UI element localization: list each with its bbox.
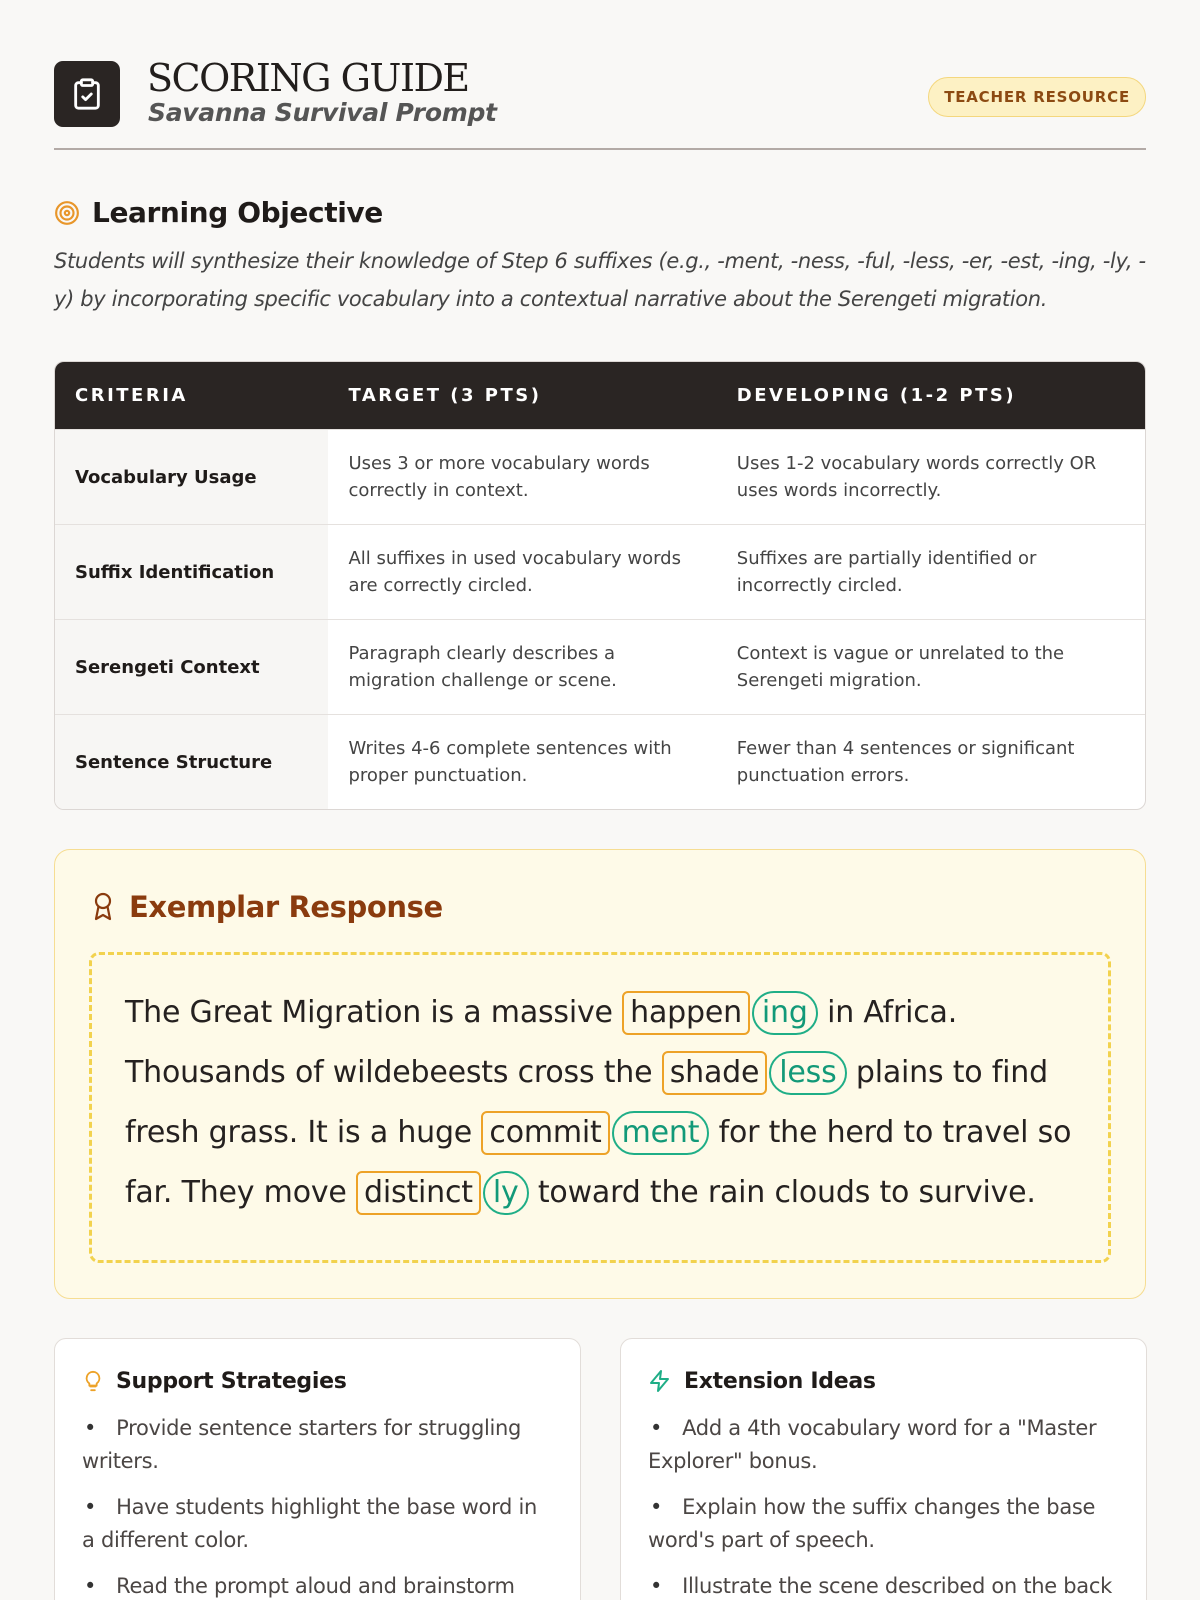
table-row bbox=[55, 429, 1145, 524]
exemplar-heading bbox=[91, 890, 443, 924]
criteria-cell: Serengeti Context bbox=[55, 620, 328, 714]
list-item: • Explain how the suffix changes the base word's part of speech. bbox=[648, 1491, 1118, 1557]
page-title: SCORING GUIDE bbox=[147, 56, 469, 100]
page-subtitle: Savanna Survival Prompt bbox=[148, 98, 497, 127]
extension-ideas-card bbox=[620, 1338, 1147, 1600]
teacher-resource-badge: TEACHER RESOURCE bbox=[928, 77, 1146, 117]
col-criteria: CRITERIA bbox=[75, 385, 188, 406]
developing-cell: Context is vague or unrelated to the Serengeti migration. bbox=[736, 643, 1065, 691]
criteria-cell: Sentence Structure bbox=[55, 715, 328, 809]
support-strategies-card bbox=[54, 1338, 581, 1600]
lightbulb-icon bbox=[82, 1368, 104, 1394]
exemplar-text: toward the rain clouds to survive. bbox=[537, 1175, 1036, 1210]
list-item: • Illustrate the scene described on the back bbox=[648, 1570, 1118, 1600]
objective-heading bbox=[54, 196, 383, 229]
base-word: commit bbox=[481, 1111, 609, 1155]
clipboard-check-icon bbox=[70, 76, 104, 112]
base-word: happen bbox=[622, 991, 750, 1035]
table-row bbox=[55, 714, 1145, 809]
exemplar-text: for the herd to travel so far. They move bbox=[125, 1115, 1072, 1210]
target-icon bbox=[54, 200, 80, 226]
col-target: TARGET (3 PTS) bbox=[348, 385, 542, 406]
criteria-cell: Vocabulary Usage bbox=[55, 430, 328, 524]
exemplar-text: plains to find fresh grass. It is a huge bbox=[125, 1055, 1048, 1150]
exemplar-title: Exemplar Response bbox=[129, 890, 443, 924]
header bbox=[54, 58, 1146, 150]
extension-heading bbox=[648, 1368, 876, 1394]
clipboard-logo bbox=[54, 61, 120, 127]
exemplar-text: in Africa. Thousands of wildebeests cross the bbox=[125, 995, 958, 1090]
exemplar-paragraph bbox=[125, 983, 1085, 1223]
lightning-bolt-icon bbox=[648, 1368, 672, 1394]
suffix-circle: ment bbox=[612, 1111, 710, 1155]
developing-cell: Uses 1-2 vocabulary words correctly OR uses words incorrectly. bbox=[736, 453, 1097, 501]
target-cell: Paragraph clearly describes a migration challenge or scene. bbox=[348, 643, 617, 691]
developing-cell: Suffixes are partially identified or incorrectly circled. bbox=[736, 548, 1037, 596]
base-word: shade bbox=[662, 1051, 768, 1095]
rubric-header-row bbox=[55, 362, 1145, 429]
developing-cell: Fewer than 4 sentences or significant punctuation errors. bbox=[736, 738, 1075, 786]
exemplar-text: The Great Migration is a massive bbox=[125, 995, 613, 1030]
criteria-cell: Suffix Identification bbox=[55, 525, 328, 619]
list-item: • Read the prompt aloud and brainstorm bbox=[82, 1570, 552, 1600]
col-developing: DEVELOPING (1-2 PTS) bbox=[736, 385, 1017, 406]
suffix-circle: less bbox=[769, 1051, 846, 1095]
award-ribbon-icon bbox=[91, 891, 115, 923]
list-item: • Provide sentence starters for struggling writers. bbox=[82, 1412, 552, 1478]
target-cell: All suffixes in used vocabulary words are correctly circled. bbox=[348, 548, 681, 596]
extension-title: Extension Ideas bbox=[684, 1368, 876, 1394]
suffix-circle: ing bbox=[752, 991, 818, 1035]
support-list bbox=[82, 1412, 552, 1600]
target-cell: Uses 3 or more vocabulary words correctly in context. bbox=[348, 453, 650, 501]
objective-title: Learning Objective bbox=[92, 196, 383, 229]
support-title: Support Strategies bbox=[116, 1368, 347, 1394]
table-row bbox=[55, 619, 1145, 714]
target-cell: Writes 4-6 complete sentences with proper punctuation. bbox=[348, 738, 672, 786]
rubric-table bbox=[54, 361, 1146, 810]
list-item: • Add a 4th vocabulary word for a "Master Explorer" bonus. bbox=[648, 1412, 1118, 1478]
exemplar-section bbox=[54, 849, 1146, 1299]
base-word: distinct bbox=[356, 1171, 481, 1215]
list-item: • Have students highlight the base word in a different color. bbox=[82, 1491, 552, 1557]
exemplar-box bbox=[89, 952, 1111, 1263]
extension-list bbox=[648, 1412, 1118, 1600]
table-row bbox=[55, 524, 1145, 619]
support-heading bbox=[82, 1368, 347, 1394]
suffix-circle: ly bbox=[483, 1171, 529, 1215]
objective-text: Students will synthesize their knowledge of Step 6 suffixes (e.g., -ment, -ness, -ful, -less, -er, -est, -ing, -ly, -y) by incorporating specific vocabulary into a contextual narrative about the Serengeti migration. bbox=[54, 249, 1146, 311]
